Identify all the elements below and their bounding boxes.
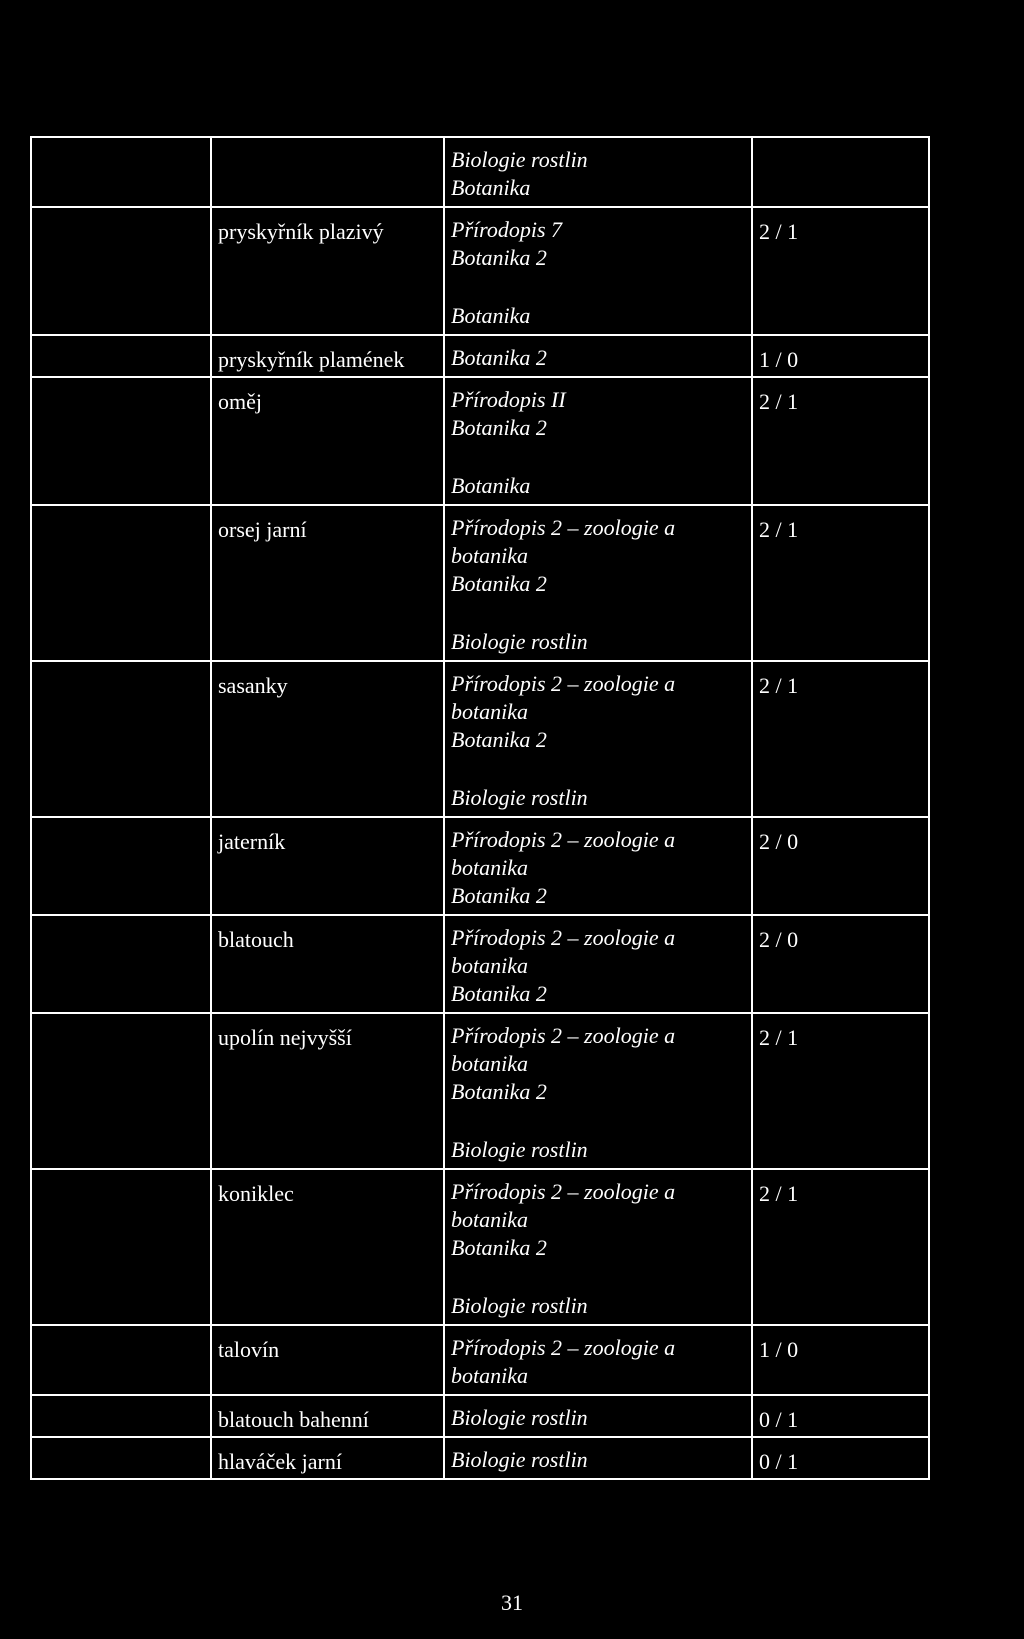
empty-index-cell [31, 207, 211, 335]
textbook-title: Botanika 2 [451, 1235, 547, 1260]
textbook-list [451, 1334, 745, 1390]
textbook-title: Botanika 2 [451, 883, 547, 908]
empty-index-cell [31, 1395, 211, 1437]
textbook-title: Biologie rostlin [451, 1137, 588, 1162]
textbook-list [451, 386, 745, 500]
textbook-title: Přírodopis 2 – zoologie a botanika [451, 1023, 676, 1076]
plant-name-cell: hlaváček jarní [211, 1437, 444, 1479]
textbook-title: Biologie rostlin [451, 1293, 588, 1318]
textbooks-cell [444, 335, 752, 377]
textbook-title: Přírodopis 2 – zoologie a botanika [451, 1335, 676, 1388]
textbooks-cell [444, 1013, 752, 1169]
empty-index-cell [31, 1169, 211, 1325]
textbook-title: Přírodopis 2 – zoologie a botanika [451, 1179, 676, 1232]
textbook-title: Botanika 2 [451, 345, 547, 370]
textbook-list [451, 670, 745, 812]
textbook-title: Botanika 2 [451, 571, 547, 596]
ratio-cell: 2 / 0 [752, 817, 929, 915]
textbook-title: Botanika [451, 473, 531, 498]
empty-index-cell [31, 505, 211, 661]
ratio-cell: 2 / 1 [752, 207, 929, 335]
table-row [31, 661, 929, 817]
table-row [31, 915, 929, 1013]
plant-textbook-table [30, 136, 930, 1480]
plant-name-cell: pryskyřník plazivý [211, 207, 444, 335]
textbook-title: Botanika [451, 175, 531, 200]
table-row [31, 505, 929, 661]
table-row [31, 207, 929, 335]
textbook-list [451, 1446, 745, 1474]
plant-name-cell: pryskyřník plamének [211, 335, 444, 377]
empty-index-cell [31, 1013, 211, 1169]
plant-name-cell: koniklec [211, 1169, 444, 1325]
textbook-title: Botanika 2 [451, 981, 547, 1006]
textbook-list [451, 1178, 745, 1320]
plant-name-cell: sasanky [211, 661, 444, 817]
textbooks-cell [444, 1325, 752, 1395]
textbook-title: Biologie rostlin [451, 785, 588, 810]
table-row [31, 1013, 929, 1169]
table-row [31, 1325, 929, 1395]
textbook-title: Biologie rostlin [451, 1405, 588, 1430]
ratio-cell: 2 / 1 [752, 661, 929, 817]
table-row [31, 377, 929, 505]
plant-name-cell: oměj [211, 377, 444, 505]
ratio-cell [752, 137, 929, 207]
textbooks-cell [444, 1169, 752, 1325]
textbooks-cell [444, 505, 752, 661]
table-row [31, 1169, 929, 1325]
textbook-list [451, 826, 745, 910]
textbook-title: Botanika [451, 303, 531, 328]
plant-name-cell [211, 137, 444, 207]
table-row [31, 1437, 929, 1479]
textbook-list [451, 1404, 745, 1432]
plant-name-cell: upolín nejvyšší [211, 1013, 444, 1169]
textbooks-cell [444, 1437, 752, 1479]
textbook-title: Biologie rostlin [451, 147, 588, 172]
textbook-list [451, 514, 745, 656]
empty-index-cell [31, 335, 211, 377]
table-row [31, 335, 929, 377]
ratio-cell: 0 / 1 [752, 1437, 929, 1479]
page-number: 31 [501, 1590, 523, 1615]
ratio-cell: 2 / 1 [752, 1013, 929, 1169]
plant-name-cell: blatouch bahenní [211, 1395, 444, 1437]
ratio-cell: 2 / 1 [752, 505, 929, 661]
empty-index-cell [31, 1325, 211, 1395]
textbook-title: Botanika 2 [451, 415, 547, 440]
textbook-title: Přírodopis 2 – zoologie a botanika [451, 827, 676, 880]
plant-name-cell: blatouch [211, 915, 444, 1013]
ratio-cell: 2 / 0 [752, 915, 929, 1013]
empty-index-cell [31, 1437, 211, 1479]
textbooks-cell [444, 377, 752, 505]
ratio-cell: 1 / 0 [752, 1325, 929, 1395]
textbook-title: Biologie rostlin [451, 1447, 588, 1472]
plant-name-cell: jaterník [211, 817, 444, 915]
table-body [31, 137, 929, 1479]
empty-index-cell [31, 661, 211, 817]
table-row [31, 1395, 929, 1437]
textbook-title: Přírodopis 2 – zoologie a botanika [451, 671, 676, 724]
ratio-cell: 2 / 1 [752, 1169, 929, 1325]
plant-name-cell: orsej jarní [211, 505, 444, 661]
empty-index-cell [31, 817, 211, 915]
textbooks-cell [444, 137, 752, 207]
textbooks-cell [444, 661, 752, 817]
textbook-list [451, 1022, 745, 1164]
textbook-list [451, 146, 745, 202]
textbook-title: Přírodopis 2 – zoologie a botanika [451, 515, 676, 568]
textbook-title: Botanika 2 [451, 727, 547, 752]
ratio-cell: 1 / 0 [752, 335, 929, 377]
textbook-title: Botanika 2 [451, 1079, 547, 1104]
plant-name-cell: talovín [211, 1325, 444, 1395]
empty-index-cell [31, 377, 211, 505]
textbooks-cell [444, 1395, 752, 1437]
textbook-list [451, 216, 745, 330]
table-row [31, 817, 929, 915]
textbook-list [451, 924, 745, 1008]
textbook-title: Přírodopis II [451, 387, 566, 412]
empty-index-cell [31, 137, 211, 207]
textbook-title: Přírodopis 7 [451, 217, 563, 242]
ratio-cell: 0 / 1 [752, 1395, 929, 1437]
textbooks-cell [444, 817, 752, 915]
textbook-list [451, 344, 745, 372]
textbooks-cell [444, 915, 752, 1013]
textbook-title: Biologie rostlin [451, 629, 588, 654]
ratio-cell: 2 / 1 [752, 377, 929, 505]
textbook-title: Přírodopis 2 – zoologie a botanika [451, 925, 676, 978]
table-row [31, 137, 929, 207]
textbook-title: Botanika 2 [451, 245, 547, 270]
textbooks-cell [444, 207, 752, 335]
empty-index-cell [31, 915, 211, 1013]
